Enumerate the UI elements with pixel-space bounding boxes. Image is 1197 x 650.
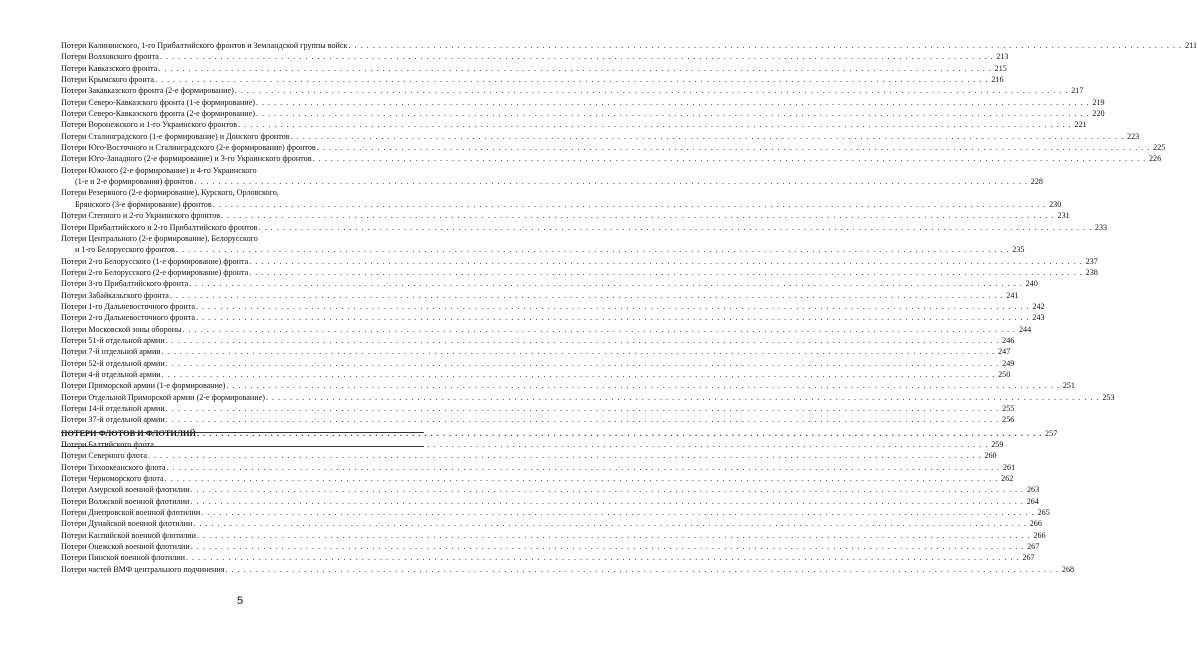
toc-leader-dots: [166, 358, 1000, 369]
toc-entry-page: 243: [1032, 313, 1045, 323]
toc-entry-title: Потери Кавказского фронта: [61, 63, 158, 73]
toc-entry: [61, 507, 1050, 518]
toc-leader-dots: [155, 74, 989, 85]
toc-entry-page: 262: [1001, 474, 1014, 484]
toc-leader-dots: [249, 256, 1083, 267]
toc-entry: [61, 278, 1038, 289]
toc-entry-title: Потери Юго-Восточного и Сталинградского (2-е формирование) фронтов: [61, 143, 316, 153]
toc-entry: [61, 119, 1087, 130]
toc-leader-dots: [197, 530, 1031, 541]
toc-entry-page: 267: [1027, 542, 1040, 552]
toc-entry: [61, 301, 1045, 312]
toc-leader-dots: [225, 564, 1059, 575]
toc-leader-dots: [317, 142, 1151, 153]
toc-entry-page: 260: [984, 451, 997, 461]
toc-entry: [61, 63, 1007, 74]
toc-entry-page: 233: [1094, 222, 1108, 232]
toc-entry-page: 263: [1026, 485, 1040, 495]
toc-entry-title: Потери Онежской военной флотилии: [61, 542, 190, 552]
toc-entry-page: 238: [1085, 267, 1098, 277]
toc-entry-title: Потери Северного флота: [61, 451, 147, 461]
toc-leader-dots: [235, 85, 1069, 96]
toc-entry-title: Потери Балтийского флота: [61, 440, 154, 450]
toc-entry-title: Потери Резервного (2-е формирование), Курского, Орловского,: [61, 188, 279, 198]
toc-leader-dots: [313, 153, 1147, 164]
toc-entry-title: Потери 1-го Дальневосточного фронта: [61, 301, 196, 311]
toc-entry-title: и 1-го Белорусского фронтов: [75, 245, 175, 255]
toc-entry-page: 220: [1092, 109, 1105, 119]
toc-entry: [61, 392, 1115, 403]
toc-entry-page: 259: [991, 440, 1004, 450]
toc-entry-page: 240: [1025, 279, 1038, 289]
toc-leader-dots: [166, 403, 1000, 414]
toc-entry: [61, 541, 1040, 552]
toc-entry-title: Брянского (3-е формирование) фронтов: [75, 199, 212, 209]
toc-entry-page: 265: [1037, 508, 1050, 518]
toc-entry: [61, 97, 1105, 108]
toc-entry-title: (1-е и 2-е формирования) фронтов: [75, 177, 194, 187]
toc-entry: [61, 165, 424, 176]
toc-entry-title: Потери Волжской военной флотилии: [61, 496, 190, 506]
toc-entry-title: Потери Московской зоны обороны: [61, 324, 182, 334]
toc-entry: [61, 40, 1197, 51]
toc-entry-title: Потери Закавказского фронта (2-е формирование): [61, 86, 234, 96]
toc-entry-title: Потери 37-й отдельной армии: [61, 415, 165, 425]
toc-entry: [61, 176, 1043, 187]
toc-entry-page: 241: [1006, 290, 1019, 300]
toc-entry: [61, 369, 1011, 380]
toc-entry-title: Потери Крымского фронта: [61, 75, 154, 85]
page-number: 5: [236, 595, 244, 607]
toc-entry-page: 242: [1032, 301, 1045, 311]
toc-entry-title: Потери Днепровской военной флотилии: [61, 508, 201, 518]
toc-entry: [61, 153, 1162, 164]
toc-entry-title: Потери 4-й отдельной армии: [61, 369, 161, 379]
toc-entry-title: Потери Северо-Кавказского фронта (2-е формирование): [61, 109, 255, 119]
toc-entry-page: 256: [1002, 415, 1015, 425]
toc-leader-dots: [148, 450, 982, 461]
toc-entry: [61, 403, 1015, 414]
section-rule-bottom: [61, 446, 424, 447]
toc-leader-dots: [259, 222, 1093, 233]
toc-leader-dots: [226, 380, 1060, 391]
toc-entry-title: Потери Воронежского и 1-го Украинского фронтов: [61, 120, 238, 130]
toc-leader-dots: [155, 439, 989, 450]
toc-entry-page: 264: [1026, 496, 1039, 506]
toc-leader-dots: [162, 346, 996, 357]
toc-leader-dots: [196, 301, 1030, 312]
toc-entry: [61, 484, 1040, 495]
toc-entry-page: 213: [996, 52, 1009, 62]
toc-entry: [61, 518, 1042, 529]
toc-entry-page: 261: [1002, 462, 1016, 472]
toc-entry-title: ПОТЕРИ ФЛОТОВ И ФЛОТИЛИЙ: [61, 428, 196, 438]
toc-entry: [61, 564, 1075, 575]
toc-entry-title: Потери 2-го Белорусского (1-е формирование) фронта: [61, 256, 249, 266]
toc-leader-dots: [162, 369, 996, 380]
toc-entry-title: Потери Дунайской военной флотилии: [61, 519, 193, 529]
toc-entry-page: 244: [1018, 324, 1032, 334]
toc-leader-dots: [201, 507, 1035, 518]
toc-leader-dots: [165, 473, 999, 484]
toc-entry-page: 216: [991, 75, 1004, 85]
toc-leader-dots: [221, 210, 1055, 221]
toc-leader-dots: [190, 496, 1024, 507]
toc-entry-page: 251: [1062, 381, 1075, 391]
toc-entry-title: Потери Центрального (2-е формирование), Белорусского: [61, 233, 258, 243]
toc-leader-dots: [170, 290, 1004, 301]
toc-entry-title: Потери Юго-Западного (2-е формирование) и 3-го Украинского фронтов: [61, 154, 312, 164]
toc-entry-page: 249: [1002, 358, 1015, 368]
toc-entry: [61, 324, 1032, 335]
toc-entry-title: Потери Пинской военной флотилии: [61, 553, 185, 563]
toc-entry-page: 228: [1030, 177, 1043, 187]
toc-leader-dots: [256, 108, 1090, 119]
toc-entry: [61, 210, 1070, 221]
toc-entry-title: Потери Сталинградского (1-е формирование) и Донского фронтов: [61, 131, 290, 141]
toc-entry-page: 267: [1022, 553, 1035, 563]
toc-entry: [61, 131, 1140, 142]
toc-leader-dots: [191, 484, 1025, 495]
toc-entry: [61, 439, 1004, 450]
toc-leader-dots: [348, 40, 1182, 51]
toc-entry-title: Потери частей ВМФ центрального подчинения: [61, 564, 225, 574]
toc-entry: [61, 450, 997, 461]
toc-entry: [61, 244, 1025, 255]
toc-leader-dots: [166, 335, 1000, 346]
toc-entry: [61, 187, 424, 198]
toc-entry: [61, 233, 424, 244]
toc-entry: [61, 108, 1105, 119]
toc-entry-title: Потери Черноморского флота: [61, 474, 164, 484]
toc-leader-dots: [167, 462, 1001, 473]
toc-entry-title: Потери Тихоокеанского флота: [61, 462, 166, 472]
toc-entry: [61, 256, 1098, 267]
toc-entry: [61, 85, 1084, 96]
toc-entry-page: 230: [1049, 199, 1062, 209]
toc-entry-page: 217: [1071, 86, 1084, 96]
toc-leader-dots: [183, 324, 1017, 335]
toc-entry: [61, 74, 1004, 85]
toc-entry: [61, 473, 1014, 484]
toc-entry-title: Потери 7-й отдельной армии: [61, 347, 161, 357]
toc-entry-title: Потери 2-го Белорусского (2-е формирование) фронта: [61, 267, 249, 277]
toc-entry-page: 226: [1148, 154, 1162, 164]
toc-leader-dots: [186, 552, 1020, 563]
toc-entry-title: Потери 52-й отдельной армии: [61, 358, 165, 368]
toc-entry-page: 266: [1029, 519, 1042, 529]
toc-entry-title: Потери Забайкальского фронта: [61, 290, 169, 300]
toc-leader-dots: [166, 414, 1000, 425]
toc-entry-page: 253: [1102, 392, 1115, 402]
toc-entry: [61, 530, 1046, 541]
toc-entry-title: Потери Амурской военной флотилии: [61, 485, 190, 495]
toc-entry-title: Потери Калининского, 1-го Прибалтийского фронтов и Земландской группы войск: [61, 41, 348, 50]
toc-entry: [61, 199, 1062, 210]
toc-entry-page: 237: [1085, 256, 1098, 266]
toc-entry: [61, 380, 1075, 391]
toc-leader-dots: [249, 267, 1083, 278]
table-of-contents: [61, 40, 1197, 575]
toc-leader-dots: [213, 199, 1047, 210]
toc-entry-page: 211: [1185, 41, 1197, 50]
toc-entry-page: 250: [998, 369, 1011, 379]
toc-entry: [61, 414, 1015, 425]
toc-entry-page: 219: [1092, 97, 1105, 107]
toc-entry-title: Потери Северо-Кавказского фронта (1-е формирование): [61, 97, 255, 107]
toc-entry-page: 215: [994, 63, 1007, 73]
toc-entry-title: Потери Прибалтийского и 2-го Прибалтийского фронтов: [61, 222, 258, 232]
toc-entry-title: Потери 3-го Прибалтийского фронта: [61, 279, 189, 289]
toc-entry-page: 246: [1002, 335, 1015, 345]
toc-entry-page: 235: [1012, 245, 1025, 255]
toc-entry: [61, 51, 1009, 62]
toc-entry-title: Потери 14-й отдельной армии: [61, 404, 165, 413]
toc-entry-page: 268: [1061, 564, 1075, 574]
toc-entry: [61, 142, 1166, 153]
toc-entry: [61, 346, 1011, 357]
toc-entry: [61, 267, 1098, 278]
toc-entry-page: 266: [1033, 530, 1046, 540]
toc-entry-title: Потери Отдельной Приморской армии (2-е формирование): [61, 392, 265, 402]
toc-entry-page: 223: [1127, 131, 1140, 141]
toc-entry-title: Потери 51-й отдельной армии: [61, 335, 165, 345]
toc-leader-dots: [191, 541, 1025, 552]
toc-leader-dots: [238, 119, 1072, 130]
toc-entry-title: Потери Каспийской военной флотилии: [61, 530, 196, 540]
toc-entry-page: 221: [1074, 120, 1087, 130]
toc-entry: [61, 290, 1019, 301]
toc-leader-dots: [176, 244, 1010, 255]
toc-entry-title: Потери Волховского фронта: [61, 52, 159, 62]
toc-entry-page: 225: [1153, 143, 1166, 153]
toc-entry-page: 231: [1057, 211, 1070, 221]
toc-leader-dots: [189, 278, 1023, 289]
toc-entry: [61, 496, 1039, 507]
toc-entry: [61, 312, 1045, 323]
toc-leader-dots: [196, 312, 1030, 323]
toc-entry: [61, 335, 1015, 346]
toc-entry-title: Потери Южного (2-е формирование) и 4-го Украинского: [61, 165, 257, 175]
toc-entry-page: 255: [1002, 404, 1015, 413]
toc-entry: [61, 358, 1015, 369]
toc-leader-dots: [197, 428, 1042, 439]
toc-leader-dots: [194, 176, 1028, 187]
toc-entry: [61, 552, 1035, 563]
toc-entry-page: 257: [1044, 428, 1058, 438]
toc-entry: [61, 462, 1016, 473]
toc-entry-page: 247: [998, 347, 1011, 357]
toc-entry-title: Потери 2-го Дальневосточного фронта: [61, 313, 196, 323]
toc-leader-dots: [266, 392, 1100, 403]
toc-leader-dots: [158, 63, 992, 74]
toc-entry: [61, 222, 1108, 233]
toc-section-heading: [61, 428, 1058, 439]
toc-leader-dots: [160, 51, 994, 62]
toc-leader-dots: [193, 518, 1027, 529]
section-rule-top: [61, 432, 424, 433]
toc-entry-title: Потери Приморской армии (1-е формирование): [61, 381, 226, 391]
toc-leader-dots: [291, 131, 1125, 142]
toc-entry-title: Потери Степного и 2-го Украинского фронтов: [61, 211, 221, 221]
toc-leader-dots: [256, 97, 1090, 108]
